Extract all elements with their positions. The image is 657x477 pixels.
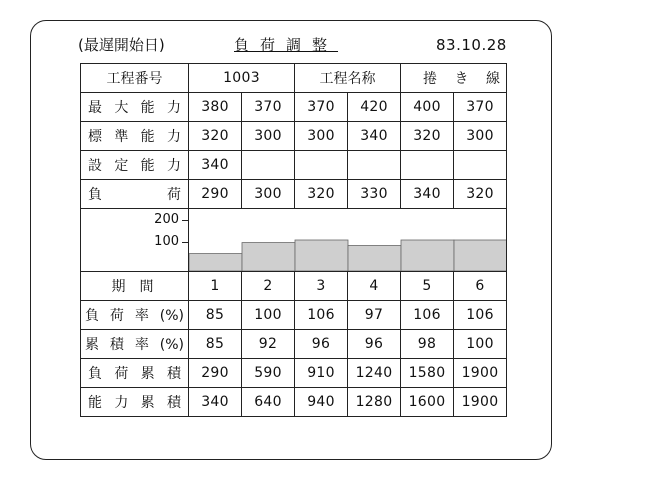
table-row-load-rate xyxy=(81,301,507,330)
process-number-value: 1003 xyxy=(189,64,295,93)
table-cell: 940 xyxy=(295,388,348,417)
row-label: 標準能力 xyxy=(81,122,189,151)
table-cell: 100 xyxy=(454,330,507,359)
process-info-row xyxy=(81,64,507,93)
table-cell xyxy=(242,151,295,180)
load-bar xyxy=(189,254,242,271)
table-cell: 85 xyxy=(189,330,242,359)
deadline-label: (最遅開始日) xyxy=(78,36,165,54)
table-cell: 320 xyxy=(401,122,454,151)
table-cell: 2 xyxy=(242,272,295,301)
table-cell: 106 xyxy=(454,301,507,330)
row-label: 累積率(%) xyxy=(81,330,189,359)
table-cell: 290 xyxy=(189,180,242,209)
table-cell: 290 xyxy=(189,359,242,388)
table-row-period xyxy=(81,272,507,301)
table-cell: 330 xyxy=(348,180,401,209)
load-bar-chart xyxy=(189,209,507,271)
table-cell: 910 xyxy=(295,359,348,388)
table-cell: 1580 xyxy=(401,359,454,388)
table-row-cumulative-load xyxy=(81,359,507,388)
table-cell: 96 xyxy=(295,330,348,359)
y-tick-mark xyxy=(182,242,188,243)
table-cell: 1240 xyxy=(348,359,401,388)
table-cell xyxy=(295,151,348,180)
table-cell: 97 xyxy=(348,301,401,330)
row-label: 負荷 xyxy=(81,180,189,209)
table-cell: 106 xyxy=(401,301,454,330)
table-cell: 590 xyxy=(242,359,295,388)
table-cell: 96 xyxy=(348,330,401,359)
load-bar xyxy=(295,240,348,271)
table-cell: 300 xyxy=(242,180,295,209)
table-cell: 6 xyxy=(454,272,507,301)
y-tick-label: 200 xyxy=(154,212,179,227)
table-cell: 400 xyxy=(401,93,454,122)
y-tick-label: 100 xyxy=(154,234,179,249)
table-row-max-capacity xyxy=(81,93,507,122)
table-cell: 3 xyxy=(295,272,348,301)
table-cell xyxy=(401,151,454,180)
page-title: 負荷調整 xyxy=(234,36,339,54)
process-name-value: 捲き線 xyxy=(401,64,507,93)
table-row-set-capacity xyxy=(81,151,507,180)
table-cell: 370 xyxy=(242,93,295,122)
table-cell: 370 xyxy=(295,93,348,122)
table-row-load xyxy=(81,180,507,209)
load-bar xyxy=(242,243,295,271)
row-label: 負荷率(%) xyxy=(81,301,189,330)
report-date: 83.10.28 xyxy=(436,36,507,54)
table-row-cumulative-rate xyxy=(81,330,507,359)
table-cell: 4 xyxy=(348,272,401,301)
table-cell: 300 xyxy=(295,122,348,151)
process-name-label: 工程名称 xyxy=(295,64,401,93)
load-chart-cell xyxy=(189,209,507,272)
load-bar xyxy=(348,246,401,272)
table-cell: 340 xyxy=(401,180,454,209)
table-cell: 320 xyxy=(295,180,348,209)
row-label: 能力累積 xyxy=(81,388,189,417)
table-cell: 380 xyxy=(189,93,242,122)
table-cell: 1600 xyxy=(401,388,454,417)
table-cell: 92 xyxy=(242,330,295,359)
row-label: 期間 xyxy=(81,272,189,301)
table-cell: 98 xyxy=(401,330,454,359)
load-bar xyxy=(401,240,454,271)
table-cell: 640 xyxy=(242,388,295,417)
table-row-cumulative-capacity xyxy=(81,388,507,417)
table-cell: 300 xyxy=(242,122,295,151)
load-adjustment-table xyxy=(80,63,507,417)
row-label: 負荷累積 xyxy=(81,359,189,388)
process-number-label: 工程番号 xyxy=(81,64,189,93)
table-row-standard-capacity xyxy=(81,122,507,151)
table-cell: 300 xyxy=(454,122,507,151)
chart-row xyxy=(81,209,507,272)
table-cell: 420 xyxy=(348,93,401,122)
load-bar xyxy=(454,240,507,271)
table-cell: 100 xyxy=(242,301,295,330)
table-cell: 320 xyxy=(454,180,507,209)
table-cell xyxy=(454,151,507,180)
table-cell: 340 xyxy=(348,122,401,151)
chart-axis-cell xyxy=(81,209,189,272)
y-tick-mark xyxy=(182,220,188,221)
table-cell: 340 xyxy=(189,151,242,180)
table-cell: 106 xyxy=(295,301,348,330)
table-cell: 1900 xyxy=(454,388,507,417)
table-cell: 1280 xyxy=(348,388,401,417)
table-cell: 5 xyxy=(401,272,454,301)
table-cell: 1900 xyxy=(454,359,507,388)
table-cell: 320 xyxy=(189,122,242,151)
table-cell: 1 xyxy=(189,272,242,301)
table-cell: 85 xyxy=(189,301,242,330)
row-label: 設定能力 xyxy=(81,151,189,180)
table-cell: 340 xyxy=(189,388,242,417)
table-cell: 370 xyxy=(454,93,507,122)
row-label: 最大能力 xyxy=(81,93,189,122)
table-cell xyxy=(348,151,401,180)
